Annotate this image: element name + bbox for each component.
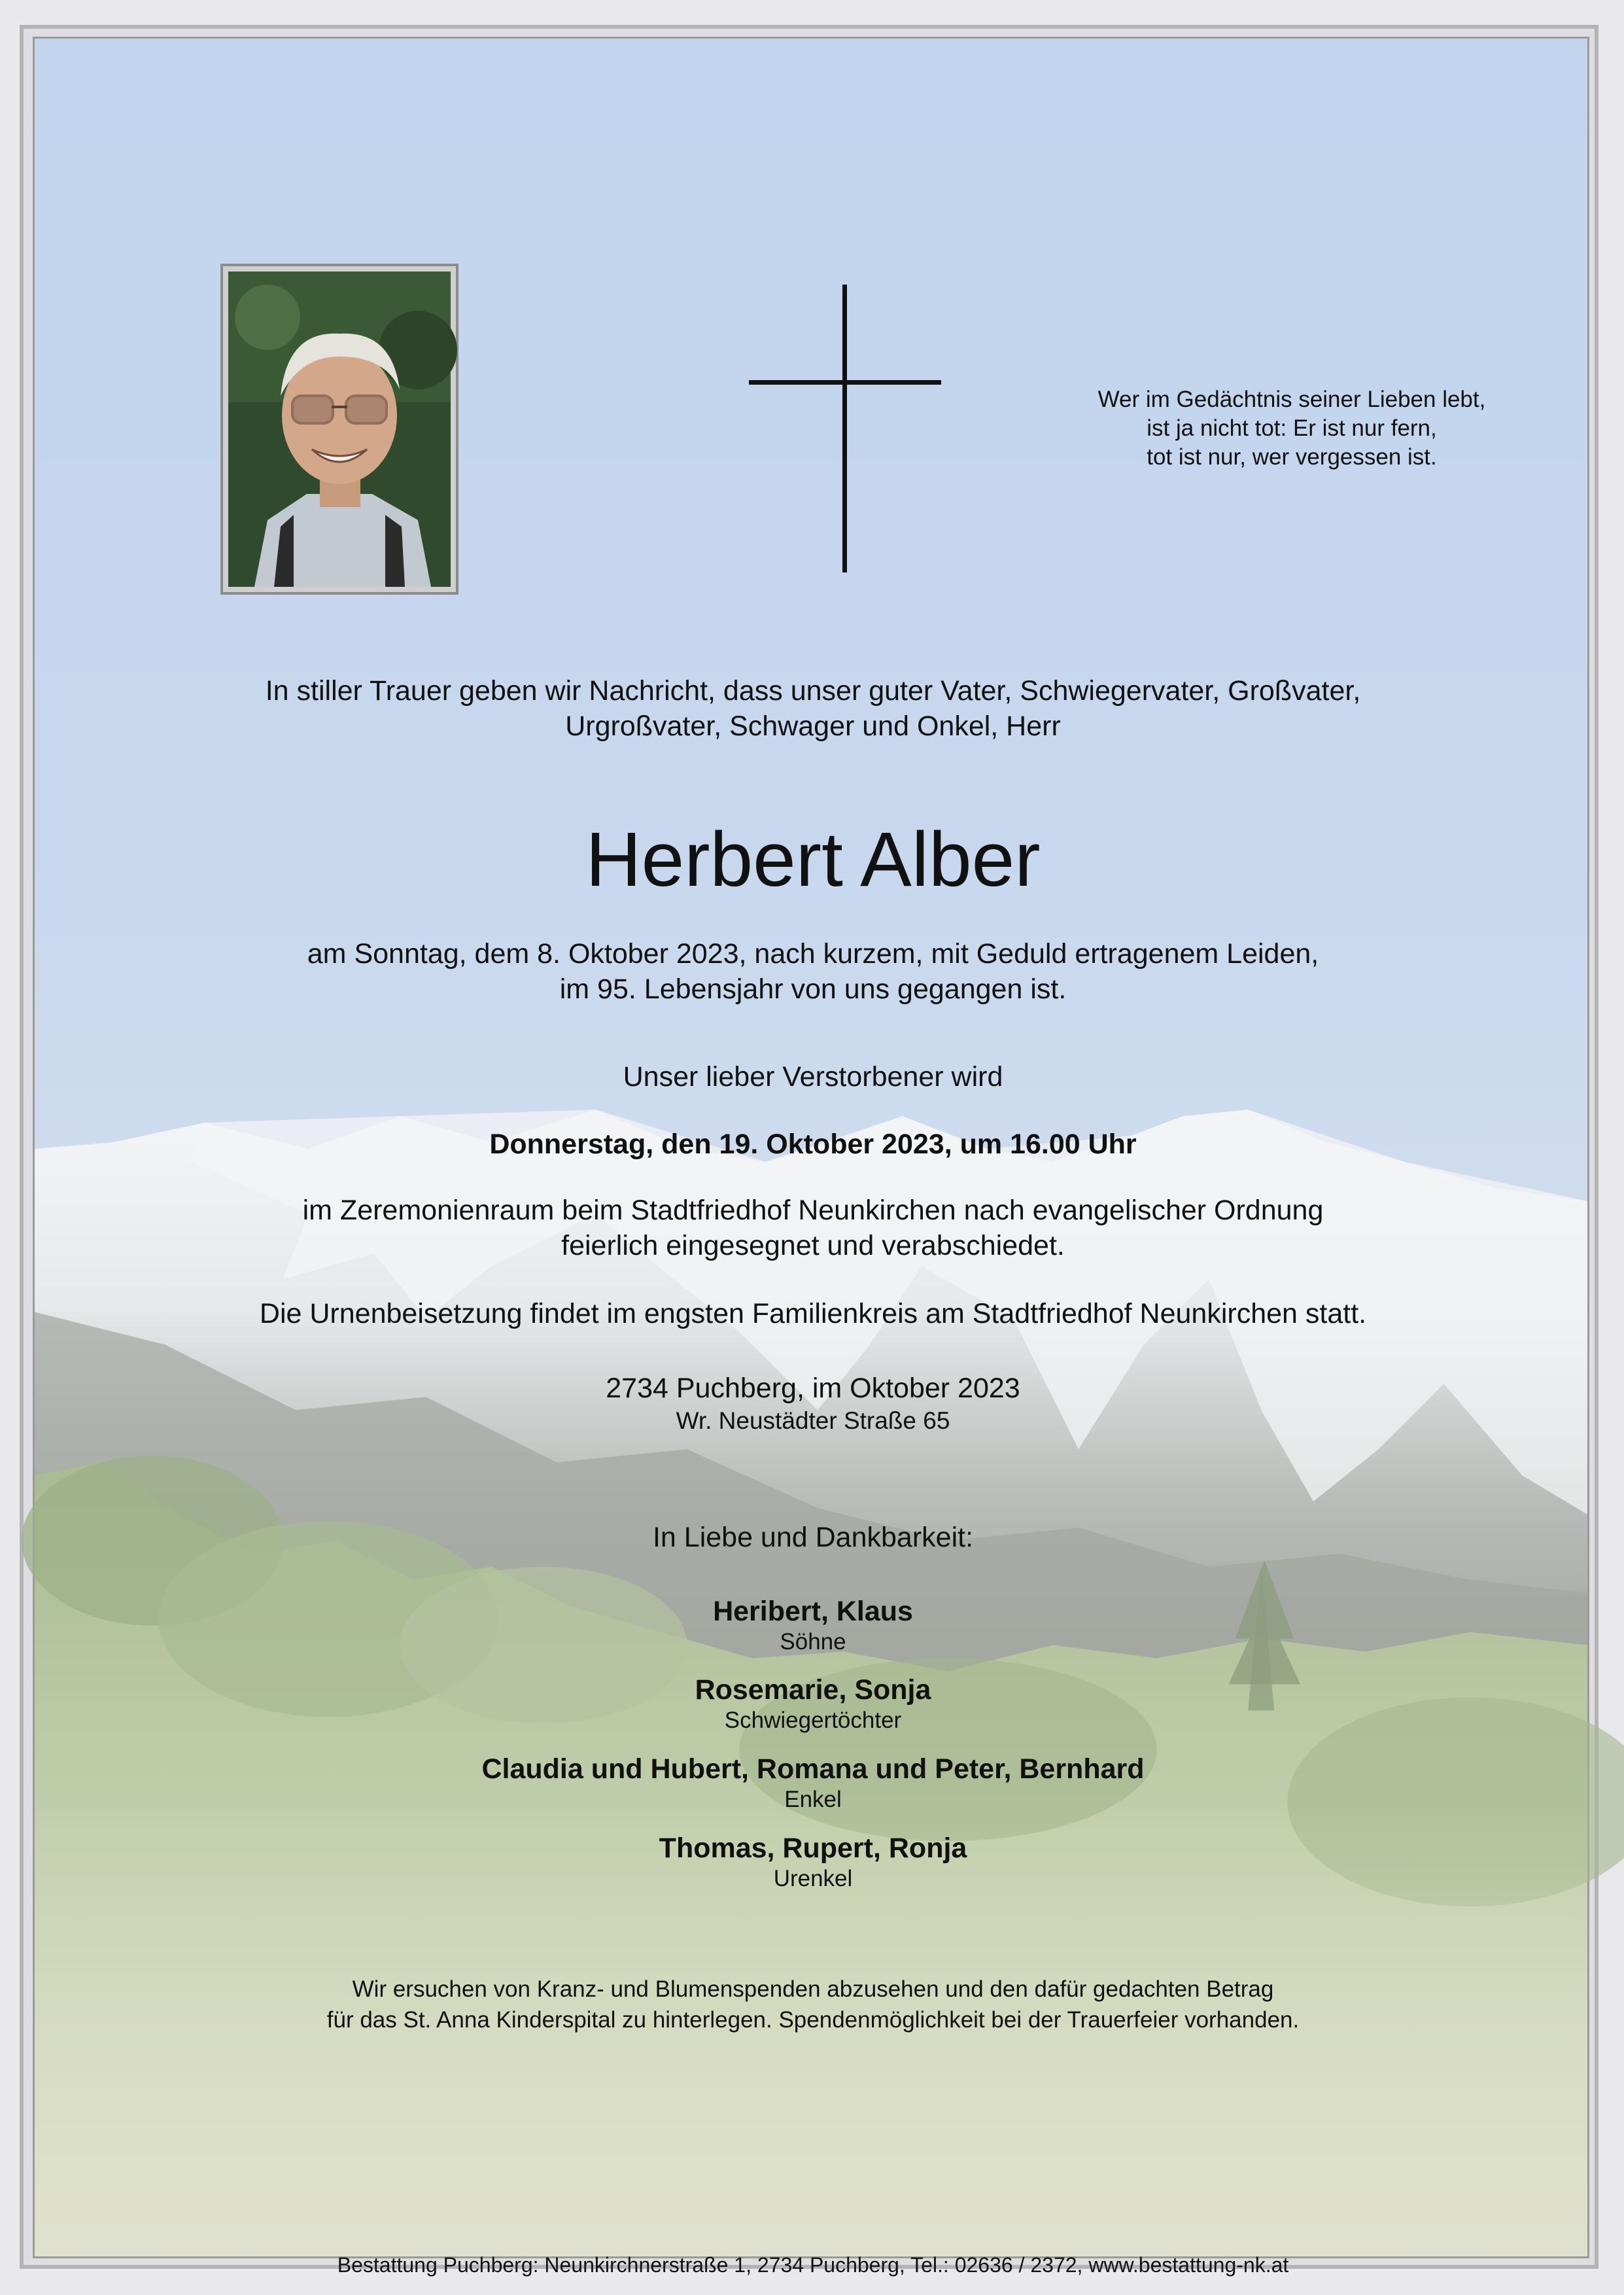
place-line: feierlich eingesegnet und verabschiedet. [561, 1230, 1065, 1261]
family-role-sons: Söhne [780, 1629, 846, 1655]
family-role-grandchildren: Enkel [784, 1787, 842, 1812]
ceremony-place [2, 1193, 1624, 1263]
memorial-quote [1055, 385, 1529, 472]
deceased-name: Herbert Alber [585, 816, 1041, 903]
address-line-2: Wr. Neustädter Straße 65 [676, 1407, 950, 1434]
family-names-daughters-in-law: Rosemarie, Sonja [695, 1674, 931, 1706]
quote-line: Wer im Gedächtnis seiner Lieben lebt, [1097, 387, 1486, 412]
family-names-grandchildren: Claudia und Hubert, Romana und Peter, Bernhard [481, 1753, 1145, 1785]
intro-line: Urgroßvater, Schwager und Onkel, Herr [565, 710, 1061, 742]
intro-line: In stiller Trauer geben wir Nachricht, dass unser guter Vater, Schwiegervater, Großvater, [265, 675, 1361, 707]
place-line: im Zeremonienraum beim Stadtfriedhof Neunkirchen nach evangelischer Ordnung [302, 1195, 1324, 1226]
cross-icon [749, 285, 941, 572]
family-role-daughters-in-law: Schwiegertöchter [724, 1708, 902, 1733]
ceremony-lead: Unser lieber Verstorbener wird [623, 1061, 1003, 1093]
donation-line: für das St. Anna Kinderspital zu hinterlegen. Spendenmöglichkeit bei der Trauerfeier vorhanden. [326, 2007, 1300, 2033]
family-lead: In Liebe und Dankbarkeit: [652, 1522, 974, 1553]
death-line: am Sonntag, dem 8. Oktober 2023, nach kurzem, mit Geduld ertragenem Leiden, [307, 938, 1319, 970]
donation-note [2, 1974, 1624, 2035]
ceremony-date: Donnerstag, den 19. Oktober 2023, um 16.00 Uhr [489, 1129, 1137, 1160]
quote-line: ist ja nicht tot: Er ist nur fern, [1147, 415, 1437, 441]
donation-line: Wir ersuchen von Kranz- und Blumenspenden abzusehen und den dafür gedachten Betrag [352, 1976, 1274, 2002]
urn-burial-note: Die Urnenbeisetzung findet im engsten Familienkreis am Stadtfriedhof Neunkirchen statt. [259, 1298, 1367, 1329]
family-role-great-grandchildren: Urenkel [773, 1866, 853, 1891]
quote-line: tot ist nur, wer vergessen ist. [1147, 444, 1437, 470]
death-line: im 95. Lebensjahr von uns gegangen ist. [559, 973, 1067, 1005]
address-line-1: 2734 Puchberg, im Oktober 2023 [606, 1373, 1020, 1404]
portrait-photo [228, 272, 451, 587]
funeral-home-footer: Bestattung Puchberg: Neunkirchnerstraße 1, 2734 Puchberg, Tel.: 02636 / 2372, www.bestattung-nk.at [337, 2253, 1289, 2277]
obituary-page [33, 37, 1589, 2277]
death-notice [2, 936, 1624, 1007]
family-names-great-grandchildren: Thomas, Rupert, Ronja [659, 1832, 967, 1864]
family-names-sons: Heribert, Klaus [713, 1596, 913, 1627]
announcement-intro [2, 673, 1624, 744]
portrait-photo-frame [220, 264, 458, 595]
